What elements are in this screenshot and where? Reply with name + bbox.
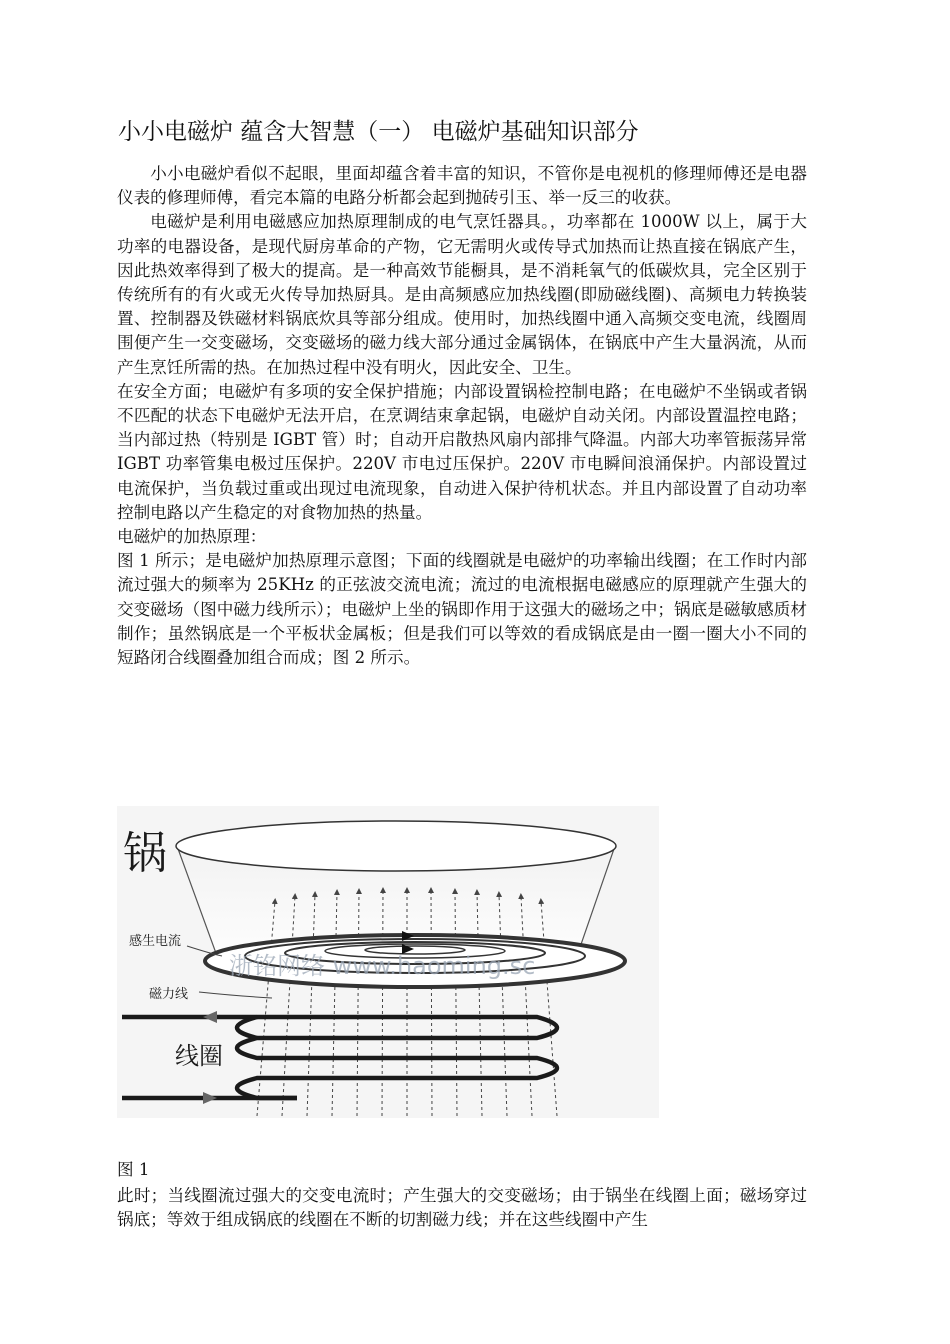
figure-1-induction-diagram bbox=[117, 806, 659, 1118]
paragraph-continuation: 此时；当线圈流过强大的交变电流时；产生强大的交变磁场；由于锅坐在线圈上面；磁场穿过锅底；等效于组成锅底的线圈在不断的切割磁力线；并在这些线圈中产生 bbox=[117, 1186, 807, 1230]
watermark-text: 浙铭网络 www.haoming.sc bbox=[229, 952, 536, 980]
page-title: 小小电磁炉 蕴含大智慧（一） 电磁炉基础知识部分 bbox=[118, 119, 639, 145]
paragraph-safety: 在安全方面；电磁炉有多项的安全保护措施；内部设置锅检控制电路；在电磁炉不坐锅或者锅不匹配的状态下电磁炉无法开启，在烹调结束拿起锅，电磁炉自动关闭。内部设置温控电路；当内部过热（特别是 IGBT 管）时；自动开启散热风扇内部排气降温。内部大功率管振荡异常 IGBT 功率管集电极过压保护。220V 市电过压保护。220V 市电瞬间浪涌保护。内部设置过电流保护，当负载过重或出现过电流现象，自动进入保护待机状态。并且内部设置了自动功率控制电路以产生稳定的对食物加热的热量。 bbox=[117, 381, 807, 522]
label-coil: 线圈 bbox=[175, 1042, 223, 1070]
paragraph-principle: 电磁炉是利用电磁感应加热原理制成的电气烹饪器具。，功率都在 1000W 以上，属于大功率的电器设备，是现代厨房革命的产物，它无需明火或传导式加热而让热直接在锅底产生，因此热效率得到了极大的提高。是一种高效节能橱具，是不消耗氧气的低碳炊具，完全区别于传统所有的有火或无火传导加热厨具。是由高频感应加热线圈(即励磁线圈)、高频电力转换装置、控制器及铁磁材料锅底炊具等部分组成。使用时，加热线圈中通入高频交变电流，线圈周围便产生一交变磁场，交变磁场的磁力线大部分通过金属锅体，在锅底中产生大量涡流，从而产生烹饪所需的热。在加热过程中没有明火，因此安全、卫生。 bbox=[117, 212, 807, 377]
continuation-text-block bbox=[117, 1184, 807, 1232]
paragraph-figure-explanation: 图 1 所示；是电磁炉加热原理示意图；下面的线圈就是电磁炉的功率输出线圈；在工作时内部流过强大的频率为 25KHz 的正弦波交流电流；流过的电流根据电磁感应的原理就产生强大的交变磁场（图中磁力线所示）；电磁炉上坐的锅即作用于这强大的磁场之中；锅底是磁敏感质材制作；虽然锅底是一个平板状金属板；但是我们可以等效的看成锅底是由一圈一圈大小不同的短路闭合线圈叠加组合而成；图 2 所示。 bbox=[117, 551, 807, 668]
label-magnetic-lines: 磁力线 bbox=[149, 987, 189, 1002]
label-induced-current: 感生电流 bbox=[129, 934, 182, 949]
intro-text-block bbox=[117, 162, 807, 670]
figure-caption: 图 1 bbox=[117, 1160, 150, 1179]
label-pot: 锅 bbox=[123, 828, 167, 879]
paragraph-intro: 小小电磁炉看似不起眼，里面却蕴含着丰富的知识，不管你是电视机的修理师傅还是电器仪表的修理师傅，看完本篇的电路分析都会起到抛砖引玉、举一反三的收获。 bbox=[117, 164, 807, 208]
paragraph-heading-heating: 电磁炉的加热原理： bbox=[117, 527, 267, 547]
